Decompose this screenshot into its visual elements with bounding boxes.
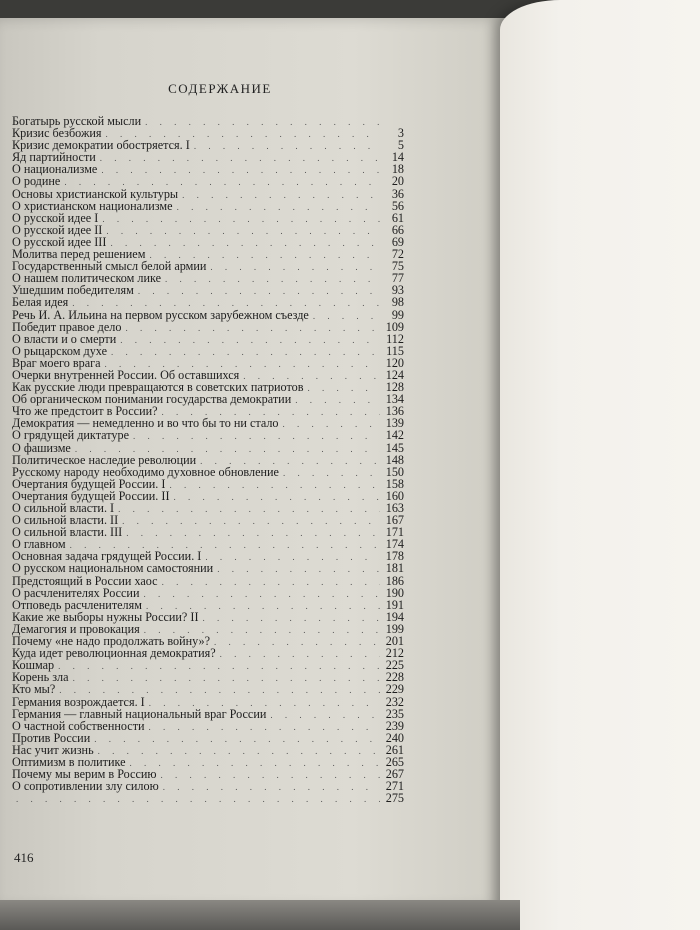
toc-leader-dots [145, 116, 380, 128]
toc-entry-title: О частной собственности [12, 718, 145, 733]
toc-entry-page: 265 [385, 754, 404, 769]
toc-entry-page: 194 [385, 609, 404, 624]
toc-entry [12, 587, 404, 599]
toc-entry-title: Против России [12, 730, 91, 745]
toc-entry-title: О русской идее II [12, 222, 103, 237]
left-page [0, 18, 505, 908]
toc-leader-dots [102, 213, 380, 225]
toc-entry-page: 171 [385, 525, 404, 540]
toc-entry-title: Демократия — немедленно и во что бы то ни стало [12, 416, 279, 431]
toc-entry-page: 109 [385, 319, 404, 334]
toc-entry [12, 188, 404, 200]
toc-entry-page: 18 [391, 162, 404, 177]
toc-entry [12, 454, 404, 466]
toc-entry-title: О власти и о смерти [12, 331, 117, 346]
toc-entry-title: О национализме [12, 162, 98, 177]
toc-entry [12, 284, 404, 296]
toc-entry-page: 20 [391, 174, 404, 189]
toc-entry-title: Корень зла [12, 670, 69, 685]
toc-entry-page: 115 [386, 343, 404, 358]
toc-entry-title: Государственный смысл белой армии [12, 259, 207, 274]
toc-entry-title: Очертания будущей России. II [12, 488, 170, 503]
toc-entry-title: Кризис безбожия [12, 126, 102, 141]
toc-leader-dots [174, 491, 380, 503]
toc-entry [12, 333, 404, 345]
toc-entry-page: 160 [385, 488, 404, 503]
toc-entry-page: 235 [385, 706, 404, 721]
toc-entry [12, 296, 404, 308]
toc-entry-title: О русском национальном самостоянии [12, 561, 214, 576]
toc-leader-dots [308, 382, 380, 394]
toc-entry-title: Белая идея [12, 295, 69, 310]
toc-entry-page: 191 [385, 597, 404, 612]
toc-entry [12, 708, 404, 720]
toc-entry-page: 174 [385, 537, 404, 552]
toc-entry-page: 225 [385, 658, 404, 673]
toc-entry-title: Основы христианской культуры [12, 186, 179, 201]
toc-entry-title: Что же предстоит в России? [12, 404, 158, 419]
toc-entry-title: О сильной власти. II [12, 513, 119, 528]
toc-entry-page: 142 [385, 428, 404, 443]
toc-leader-dots [133, 430, 380, 442]
toc-entry-title: Германия возрождается. I [12, 694, 145, 709]
toc-entry-title: О родине [12, 174, 61, 189]
toc-entry-page: 75 [391, 259, 404, 274]
toc-entry-page: 240 [385, 730, 404, 745]
book-edge [0, 900, 520, 930]
toc-entry-title: О русской идее III [12, 234, 107, 249]
toc-entry-page: 128 [385, 380, 404, 395]
toc-leader-dots [162, 576, 380, 588]
toc-entry-title: Какие же выборы нужны России? II [12, 609, 199, 624]
toc-entry-title: Демагогия и провокация [12, 621, 140, 636]
toc-entry [12, 792, 404, 804]
toc-entry-page: 261 [385, 742, 404, 757]
toc-entry [12, 671, 404, 683]
toc-entry-title: Победит правое дело [12, 319, 122, 334]
toc-entry-page: 181 [385, 561, 404, 576]
toc-leader-dots [283, 418, 380, 430]
toc-entry-title: Оптимизм в политике [12, 754, 126, 769]
toc-leader-dots [126, 527, 380, 539]
toc-entry-title: Как русские люди превращаются в советских патриотов [12, 380, 304, 395]
toc-entry-title: О сильной власти. I [12, 501, 115, 515]
toc-entry-page: 275 [385, 791, 404, 806]
toc-leader-dots [138, 285, 380, 297]
toc-entry [12, 562, 404, 574]
toc-leader-dots [100, 152, 380, 164]
toc-leader-dots [122, 515, 380, 527]
toc-entry-title: Предстоящий в России хаос [12, 573, 158, 588]
toc-entry [12, 720, 404, 732]
toc-entry-page: 199 [385, 621, 404, 636]
toc-entry-title: Об органическом понимании государства демократии [12, 392, 292, 407]
toc-entry-page: 93 [391, 283, 404, 298]
toc-leader-dots [58, 660, 380, 672]
toc-entry-page: 232 [385, 694, 404, 709]
toc-entry-page: 69 [391, 234, 404, 249]
toc-entry-page: 3 [397, 126, 404, 141]
toc-entry-title: Очерки внутренней России. Об оставшихся [12, 367, 240, 382]
toc-entry-page: 124 [385, 367, 404, 382]
toc-entry-page: 72 [391, 247, 404, 262]
toc-leader-dots [118, 503, 380, 515]
toc-entry [12, 163, 404, 175]
toc-entry-title: Политическое наследие революции [12, 452, 197, 467]
toc-leader-dots [203, 612, 380, 624]
toc-leader-dots [210, 261, 380, 273]
toc-leader-dots [101, 164, 380, 176]
toc-entry-page: 212 [385, 646, 404, 661]
toc-entry-page: 267 [385, 767, 404, 782]
toc-entry-page: 229 [385, 682, 404, 697]
toc-leader-dots [94, 733, 380, 745]
toc-entry [12, 429, 404, 441]
page-title: СОДЕРЖАНИЕ [168, 81, 272, 96]
toc-entry [12, 647, 404, 659]
toc-entry-title: Ушедшим победителям [12, 283, 134, 298]
toc-leader-dots [220, 648, 380, 660]
toc-entry-title: Очертания будущей России. I [12, 476, 166, 491]
toc-entry-page: 61 [391, 210, 404, 225]
toc-leader-dots [110, 237, 380, 249]
table-of-contents [12, 115, 404, 804]
toc-leader-dots [214, 636, 380, 648]
toc-entry-title: Яд партийности [12, 150, 96, 165]
toc-entry-page: 239 [385, 718, 404, 733]
toc-leader-dots [143, 588, 380, 600]
toc-entry-title: О главном [12, 537, 66, 552]
toc-leader-dots [194, 140, 380, 152]
toc-leader-dots [16, 793, 380, 805]
toc-entry-title: Кто мы? [12, 682, 56, 697]
toc-leader-dots [295, 394, 380, 406]
toc-leader-dots [163, 781, 380, 793]
toc-leader-dots [161, 769, 380, 781]
toc-entry [12, 683, 404, 695]
toc-entry [12, 175, 404, 187]
toc-entry-page: 5 [397, 138, 404, 153]
toc-entry-page: 99 [391, 307, 404, 322]
toc-entry-title: Враг моего врага [12, 355, 101, 370]
toc-entry-page: 14 [391, 150, 404, 165]
right-page [500, 0, 700, 930]
toc-entry-page: 150 [385, 464, 404, 479]
toc-entry [12, 466, 404, 478]
toc-entry-title: О сопротивлении злу силою [12, 779, 159, 794]
toc-leader-dots [98, 745, 380, 757]
toc-leader-dots [73, 672, 380, 684]
toc-leader-dots [177, 201, 380, 213]
toc-entry-title: О сильной власти. III [12, 525, 123, 540]
toc-entry [12, 659, 404, 671]
toc-entry-page: 139 [385, 416, 404, 431]
toc-entry [12, 526, 404, 538]
toc-leader-dots [182, 189, 380, 201]
toc-entry-title: Куда идет революционная демократия? [12, 646, 216, 661]
toc-entry [12, 442, 404, 454]
toc-entry-page: 112 [386, 331, 404, 346]
toc-entry-page: 120 [385, 355, 404, 370]
toc-entry-page: 145 [385, 440, 404, 455]
toc-entry-title: О нашем политическом лике [12, 271, 162, 286]
toc-leader-dots [125, 322, 380, 334]
toc-entry-title: О христианском национализме [12, 198, 173, 213]
toc-entry-title: Речь И. А. Ильина на первом русском зарубежном съезде [12, 307, 309, 322]
toc-entry-title: О грядущей диктатуре [12, 428, 130, 443]
toc-entry-title: Кошмар [12, 658, 55, 673]
toc-leader-dots [120, 334, 380, 346]
toc-entry-page: 148 [385, 452, 404, 467]
toc-entry-page: 134 [385, 392, 404, 407]
toc-entry-title: Почему мы верим в Россию [12, 767, 157, 782]
toc-entry-title: Почему «не надо продолжать войну»? [12, 634, 211, 649]
toc-leader-dots [313, 310, 380, 322]
toc-leader-dots [283, 467, 380, 479]
toc-leader-dots [106, 225, 380, 237]
toc-entry-title: О русской идее I [12, 210, 99, 225]
toc-entry-title: О расчленителях России [12, 585, 140, 600]
toc-entry [12, 321, 404, 333]
toc-leader-dots [205, 551, 380, 563]
toc-entry-title: Кризис демократии обостряется. I [12, 138, 190, 153]
toc-entry-page: 56 [391, 198, 404, 213]
toc-entry-title: Нас учит жизнь [12, 742, 94, 757]
toc-entry-title: Молитва перед решением [12, 247, 146, 262]
toc-leader-dots [169, 479, 380, 491]
toc-entry-page: 167 [385, 513, 404, 528]
toc-leader-dots [217, 563, 380, 575]
toc-entry-page: 66 [391, 222, 404, 237]
page-number: 416 [14, 850, 34, 865]
toc-entry-page: 98 [391, 295, 404, 310]
toc-entry-page: 136 [385, 404, 404, 419]
toc-entry-page: 190 [385, 585, 404, 600]
toc-entry-page: 163 [385, 501, 404, 515]
toc-entry [12, 696, 404, 708]
toc-entry [12, 309, 404, 321]
toc-entry-page: 178 [385, 549, 404, 564]
toc-entry-title: Русскому народу необходимо духовное обновление [12, 464, 279, 479]
toc-entry-page: 271 [385, 779, 404, 794]
toc-leader-dots [165, 273, 380, 285]
toc-entry-page: 158 [385, 476, 404, 491]
toc-entry-title: Богатырь русской мысли [12, 114, 142, 128]
toc-leader-dots [270, 709, 380, 721]
toc-entry-title: Отповедь расчленителям [12, 597, 142, 612]
toc-entry-title: Основная задача грядущей России. I [12, 549, 202, 564]
toc-entry-page: 77 [391, 271, 404, 286]
toc-entry-page: 36 [391, 186, 404, 201]
toc-entry-title: Германия — главный национальный враг России [12, 706, 267, 721]
toc-entry-title: О фашизме [12, 440, 71, 455]
toc-entry-page: 186 [385, 573, 404, 588]
toc-entry [12, 780, 404, 792]
toc-entry [12, 575, 404, 587]
toc-leader-dots [130, 757, 380, 769]
toc-leader-dots [149, 721, 380, 733]
toc-entry-title: О рыцарском духе [12, 343, 107, 358]
toc-entry-page: 201 [385, 634, 404, 649]
toc-leader-dots [111, 346, 380, 358]
toc-entry-page: 228 [385, 670, 404, 685]
toc-entry [12, 200, 404, 212]
